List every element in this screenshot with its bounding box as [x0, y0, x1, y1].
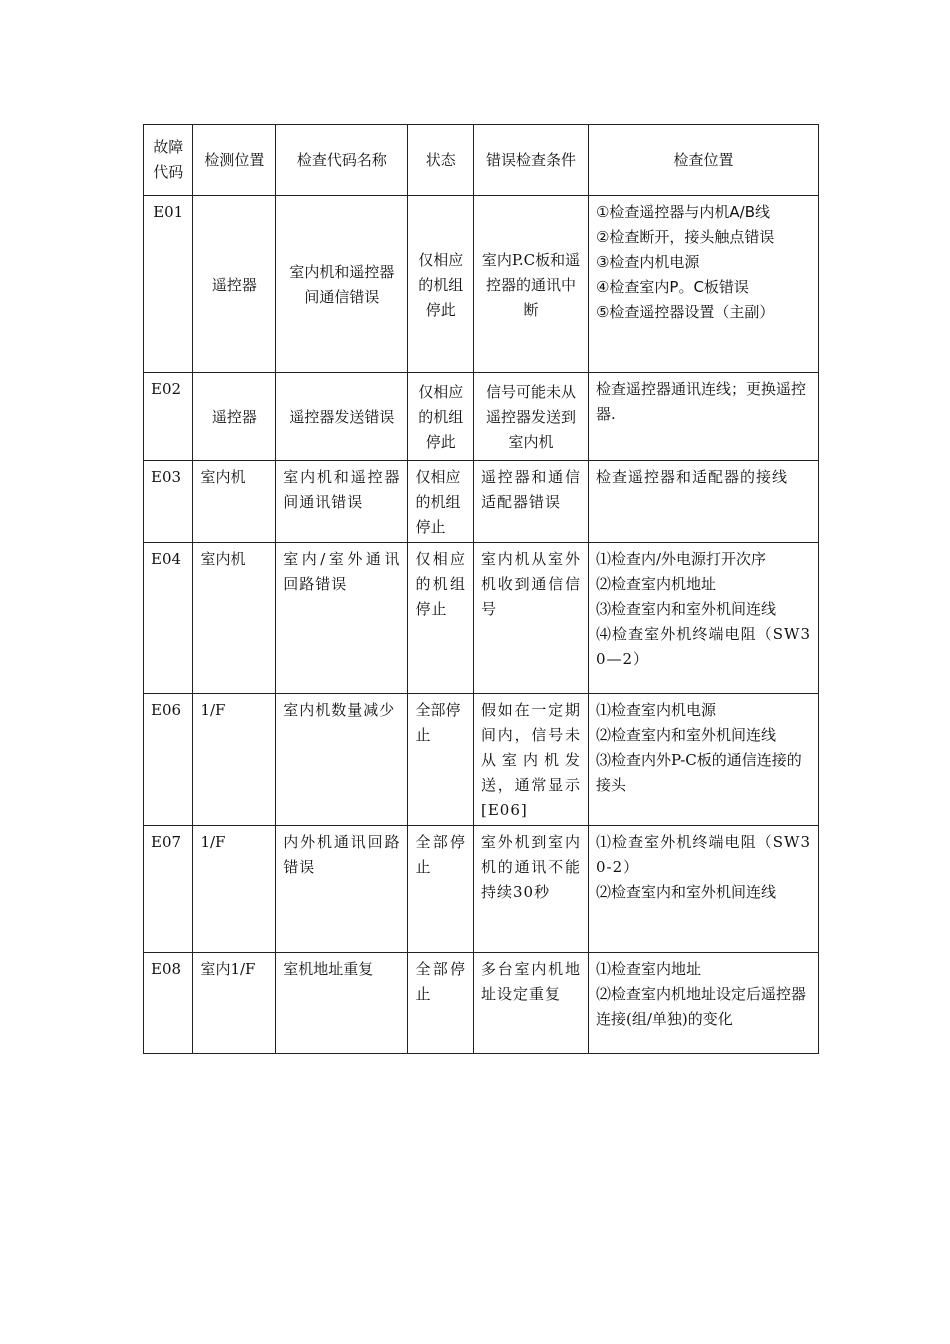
check-item: ⑵检查室内和室外机间连线: [595, 883, 776, 901]
fault-code: E01: [144, 196, 193, 373]
check-item: ⑴检查室内地址: [595, 960, 701, 978]
check-position: [588, 826, 818, 953]
fault-code: E08: [144, 953, 193, 1054]
error-condition: 信号可能未从遥控器发送到室内机: [473, 373, 588, 461]
table-header-row: [144, 125, 819, 196]
check-item: ②检查断开，接头触点错误: [595, 228, 775, 246]
error-condition: 室内P.C板和遥控器的通讯中断: [473, 196, 588, 373]
error-condition: 假如在一定期间内，信号未从室内机发送，通常显示[E06]: [473, 694, 588, 826]
check-item: ⑵检查室内机地址设定后遥控器连接(组/单独)的变化: [595, 985, 806, 1028]
code-name: 遥控器发送错误: [276, 373, 408, 461]
check-item: ⑴检查室外机终端电阻（SW30-2）: [595, 833, 811, 876]
check-item: ⑴检查内/外电源打开次序: [595, 550, 767, 568]
header-check-code-name: 检查代码名称: [276, 125, 408, 196]
fault-code: E02: [144, 373, 193, 461]
code-name: 室内/室外通讯回路错误: [276, 543, 408, 694]
table-row: [144, 694, 819, 826]
check-item: 检查遥控器和适配器的接线: [595, 468, 788, 486]
code-name: 内外机通讯回路错误: [276, 826, 408, 953]
state: 全部停止: [408, 694, 474, 826]
detect-location: 室内机: [193, 543, 276, 694]
check-item: ③检查内机电源: [595, 253, 700, 271]
detect-location: 1/F: [193, 826, 276, 953]
header-state: 状态: [408, 125, 474, 196]
check-item: ⑵检查室内机地址: [595, 575, 716, 593]
error-condition: 遥控器和通信适配器错误: [473, 461, 588, 543]
error-condition: 室内机从室外机收到通信信号: [473, 543, 588, 694]
check-item: ⑶检查内外P-C板的通信连接的接头: [595, 751, 802, 794]
header-error-condition: 错误检查条件: [473, 125, 588, 196]
detect-location: 遥控器: [193, 196, 276, 373]
table-row: [144, 373, 819, 461]
check-position: [588, 196, 818, 373]
state: 仅相应的机组停此: [408, 373, 474, 461]
detect-location: 1/F: [193, 694, 276, 826]
state: 仅相应的机组停此: [408, 196, 474, 373]
table-row: [144, 196, 819, 373]
check-item: ①检查遥控器与内机A/B线: [595, 203, 771, 221]
check-position: [588, 461, 818, 543]
fault-code: E03: [144, 461, 193, 543]
check-item: ⑶检查室内和室外机间连线: [595, 600, 776, 618]
check-item: ⑵检查室内和室外机间连线: [595, 726, 776, 744]
state: 全部停止: [408, 826, 474, 953]
table-row: [144, 826, 819, 953]
detect-location: 室内机: [193, 461, 276, 543]
check-position: [588, 953, 818, 1054]
state: 全部停止: [408, 953, 474, 1054]
check-item: ⑴检查室内机电源: [595, 701, 716, 719]
header-detect-location: 检测位置: [193, 125, 276, 196]
check-item: ④检查室内P。C板错误: [595, 278, 749, 296]
error-condition: 多台室内机地址设定重复: [473, 953, 588, 1054]
detect-location: 遥控器: [193, 373, 276, 461]
check-item: ⑷检查室外机终端电阻（SW30—2）: [595, 625, 811, 668]
table-row: [144, 543, 819, 694]
check-position: [588, 543, 818, 694]
detect-location: 室内1/F: [193, 953, 276, 1054]
table-row: [144, 461, 819, 543]
check-item: ⑤检查遥控器设置（主副）: [595, 303, 775, 321]
check-position: [588, 694, 818, 826]
error-condition: 室外机到室内机的通讯不能持续30秒: [473, 826, 588, 953]
check-position: [588, 373, 818, 461]
fault-code: E04: [144, 543, 193, 694]
header-check-position: 检查位置: [588, 125, 818, 196]
fault-code: E07: [144, 826, 193, 953]
table-row: [144, 953, 819, 1054]
code-name: 室内机和遥控器间通讯错误: [276, 461, 408, 543]
code-name: 室机地址重复: [276, 953, 408, 1054]
fault-code-table: [143, 124, 819, 1054]
code-name: 室内机和遥控器间通信错误: [276, 196, 408, 373]
code-name: 室内机数量减少: [276, 694, 408, 826]
fault-code: E06: [144, 694, 193, 826]
state: 仅相应的机组停止: [408, 461, 474, 543]
check-item: 检查遥控器通讯连线；更换遥控器.: [595, 380, 806, 423]
state: 仅相应的机组停止: [408, 543, 474, 694]
header-fault-code: 故障代码: [144, 125, 193, 196]
